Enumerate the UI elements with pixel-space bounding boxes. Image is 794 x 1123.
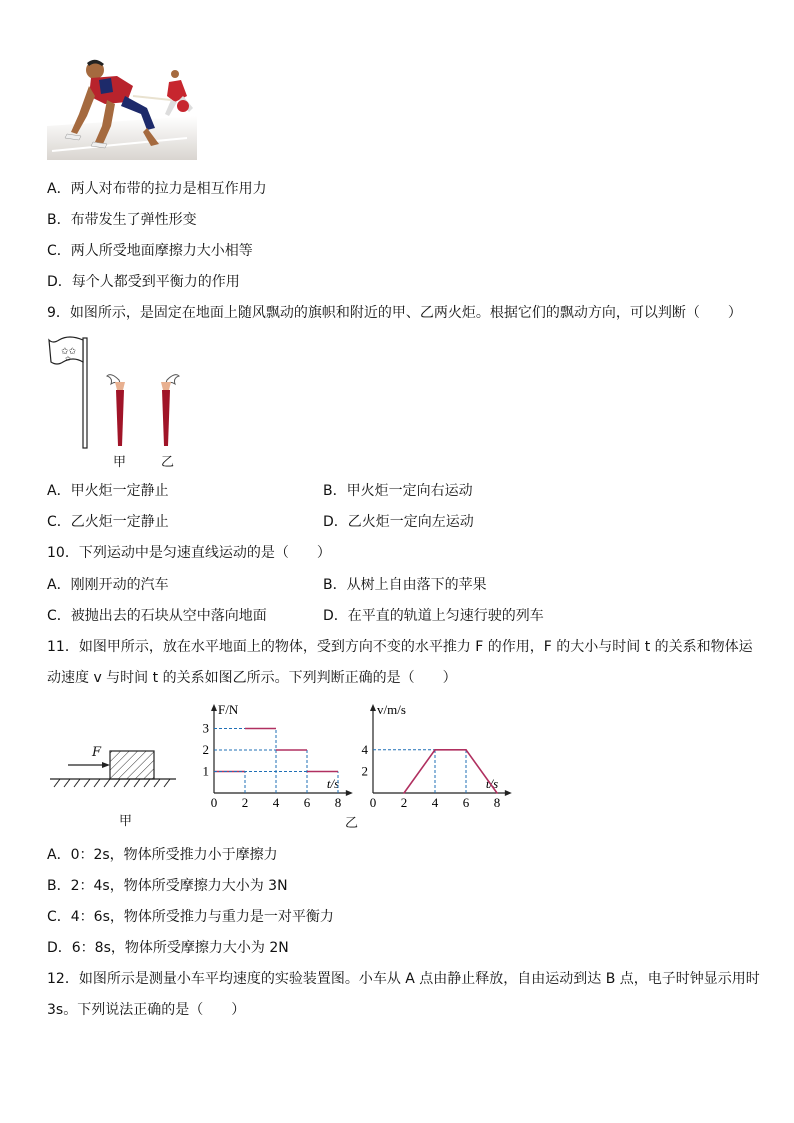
velocity-point	[496, 792, 498, 794]
x-tick-label: 8	[334, 795, 342, 810]
q12-stem-line1: 12．如图所示是测量小车平均速度的实验装置图。小车从 A 点由静止释放，自由运动到达 B 点，电子时钟显示用时	[47, 971, 760, 987]
q9-option-b: B．甲火炬一定向右运动	[323, 483, 473, 499]
y-tick-label: 1	[202, 763, 209, 779]
x-tick-label: 0	[210, 795, 218, 810]
q10-stem: 10．下列运动中是匀速直线运动的是（ ）	[47, 545, 331, 561]
velocity-line	[404, 750, 497, 793]
q9-figure	[45, 334, 195, 474]
q11-stem-line1: 11．如图甲所示，放在水平地面上的物体，受到方向不变的水平推力 F 的作用，F 的大小与时间 t 的关系和物体运	[47, 639, 753, 655]
svg-text:✩✩: ✩✩	[61, 347, 77, 357]
y-tick-label: 2	[202, 742, 209, 757]
y-axis-label: F/N	[218, 702, 239, 717]
f-t-chart	[190, 698, 360, 813]
v-t-chart	[355, 698, 530, 813]
fig-jia-block	[50, 745, 180, 795]
velocity-point	[465, 749, 467, 751]
q9-option-c: C．乙火炬一定静止	[47, 514, 169, 530]
velocity-point	[434, 749, 436, 751]
q12-stem-line2: 3s。下列说法正确的是（ ）	[47, 1002, 246, 1018]
x-axis-label: t/s	[485, 776, 499, 791]
q9-option-d: D．乙火炬一定向左运动	[323, 514, 474, 530]
y-tick-label: 2	[361, 763, 368, 779]
torch-label-yi: 乙	[161, 455, 175, 470]
x-tick-label: 4	[431, 795, 439, 810]
q11-option-b: B．2：4s，物体所受摩擦力大小为 3N	[47, 878, 288, 894]
q9-stem: 9．如图所示，是固定在地面上随风飘动的旗帜和附近的甲、乙两火炬。根据它们的飘动方向，可以判断（ ）	[47, 305, 742, 321]
x-axis-arrow	[346, 790, 353, 796]
q8-option-d: D．每个人都受到平衡力的作用	[47, 274, 240, 290]
q10-option-c: C．被抛出去的石块从空中落向地面	[47, 608, 267, 624]
q11-stem-line2: 动速度 v 与时间 t 的关系如图乙所示。下列判断正确的是（ ）	[47, 670, 457, 686]
q9-option-a: A．甲火炬一定静止	[47, 483, 169, 499]
x-tick-label: 2	[241, 795, 249, 810]
q11-option-c: C．4：6s，物体所受推力与重力是一对平衡力	[47, 909, 334, 925]
torch-label-jia: 甲	[113, 455, 127, 470]
q8-option-b: B．布带发生了弹性形变	[47, 212, 197, 228]
x-axis-arrow	[505, 790, 512, 796]
x-axis-label: t/s	[326, 776, 340, 791]
y-tick-label: 3	[202, 720, 209, 736]
svg-text:✩: ✩	[65, 355, 71, 363]
q10-option-a: A．刚刚开动的汽车	[47, 577, 169, 593]
y-axis-arrow	[370, 704, 376, 711]
x-tick-label: 6	[303, 795, 311, 810]
y-tick-label: 4	[361, 741, 368, 757]
force-label-f: F	[92, 745, 102, 760]
fig-jia-label: 甲	[119, 814, 133, 829]
q8-photo	[47, 56, 197, 160]
q8-option-a: A．两人对布带的拉力是相互作用力	[47, 181, 267, 197]
y-axis-arrow	[211, 704, 217, 711]
x-tick-label: 0	[369, 795, 377, 810]
x-tick-label: 8	[493, 795, 501, 810]
x-tick-label: 4	[272, 795, 280, 810]
q10-option-b: B．从树上自由落下的苹果	[323, 577, 487, 593]
q11-option-a: A．0：2s，物体所受推力小于摩擦力	[47, 847, 278, 863]
fig-yi-label: 乙	[345, 816, 359, 831]
y-axis-label: v/m/s	[377, 702, 406, 717]
q11-option-d: D．6：8s，物体所受摩擦力大小为 2N	[47, 940, 289, 956]
x-tick-label: 6	[462, 795, 470, 810]
x-tick-label: 2	[400, 795, 408, 810]
velocity-point	[403, 792, 405, 794]
q10-option-d: D．在平直的轨道上匀速行驶的列车	[323, 608, 544, 624]
q8-option-c: C．两人所受地面摩擦力大小相等	[47, 243, 253, 259]
